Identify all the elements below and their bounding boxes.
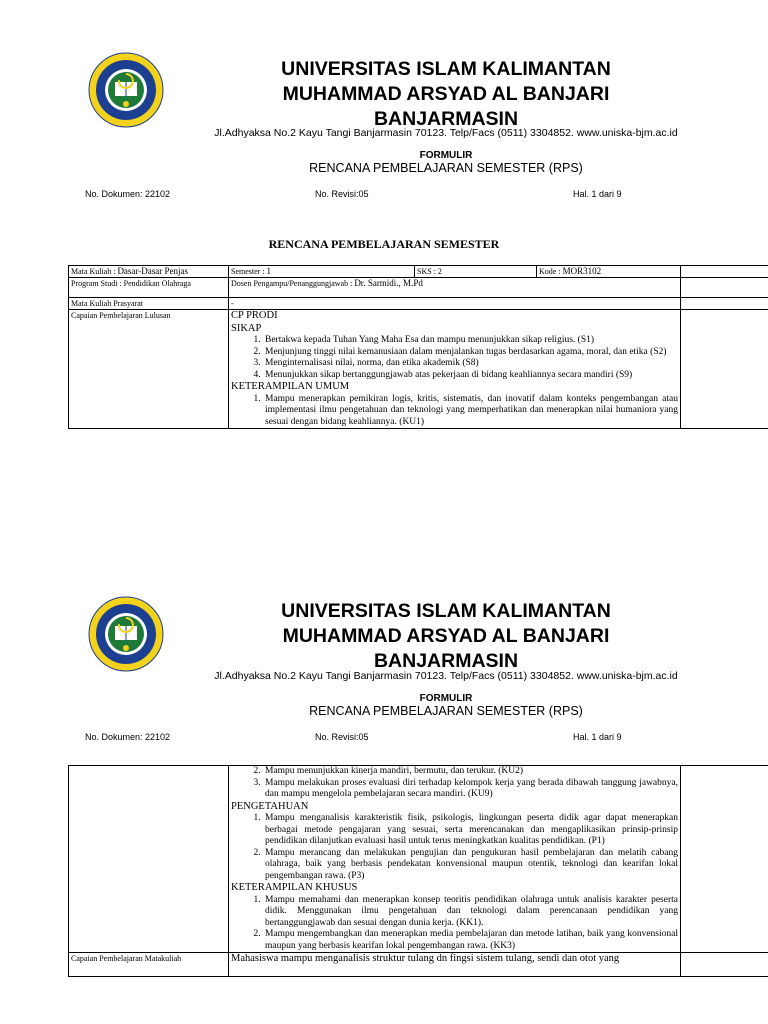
cpmk-label: Capaian Pembelajaran Matakuliah: [69, 953, 229, 977]
code-label: Kode :: [539, 267, 563, 276]
empty-cell: [681, 766, 768, 953]
course-name-cell: [69, 266, 229, 278]
list-item: 1. Mampu memahami dan menerapkan konsep teoritis pendidikan olahraga untuk analisis karakter peserta didik. Menggunakan ilmu pengetahuan dan teknologi dalam perencanaan pendidikan yang bertanggungjawab dan sesuai dengan dunia kerja. (KK1).: [263, 895, 678, 930]
form-title: RENCANA PEMBELAJARAN SEMESTER (RPS): [309, 704, 583, 718]
semester-value: 1: [266, 266, 272, 276]
university-name: [180, 57, 712, 132]
sks-label: SKS :: [417, 267, 438, 276]
revision-number: No. Revisi:05: [315, 732, 369, 742]
cpl-label: Capaian Pembelajaran Lulusan: [69, 310, 229, 429]
university-name-line3: BANJARMASIN: [373, 108, 519, 130]
university-address: Jl.Adhyaksa No.2 Kayu Tangi Banjarmasin 70123. Telp/Facs (0511) 3304852. www.uniska-bjm.ac.id: [214, 127, 678, 139]
list-item: 2. Menjunjung tinggi nilai kemanusiaan dalam menjalankan tugas berdasarkan agama, moral, dan etika (S2): [263, 347, 678, 359]
sikap-list: [263, 335, 678, 381]
keterampilan-umum-list: [263, 766, 678, 801]
university-seal-icon: [88, 596, 164, 672]
table-row: [69, 298, 768, 310]
code-cell: [537, 266, 681, 278]
cpmk-value: Mahasiswa mampu menganalisis struktur tulang dn fingsi sistem tulang, sendi dan otot yang: [229, 953, 681, 977]
list-item: 2. Mampu mengembangkan dan menerapkan media pembelajaran dan metode latihan, baik yang konvensional maupun yang berbasis kearifan lokal pengembangan rawa. (KK3): [263, 929, 678, 952]
semester-cell: [229, 266, 415, 278]
semester-label: Semester :: [231, 267, 267, 276]
document-number: No. Dokumen: 22102: [85, 732, 171, 742]
empty-cell: [681, 298, 768, 310]
document-number: No. Dokumen: 22102: [85, 189, 171, 199]
list-item: 3. Mampu melakukan proses evaluasi diri terhadap kelompok kerja yang berada dibawah tanggung jawabnya, dan mampu mengelola pembelajaran secara mandiri. (KU9): [263, 778, 678, 801]
keterampilan-khusus-list: [263, 895, 678, 953]
form-title: RENCANA PEMBELAJARAN SEMESTER (RPS): [309, 161, 583, 175]
pengetahuan-heading: PENGETAHUAN: [231, 800, 309, 812]
table-row: [69, 953, 768, 977]
lecturer-value: Dr. Sarmidi., M.Pd: [354, 278, 423, 288]
university-seal-icon: [88, 52, 164, 128]
page-number: Hal. 1 dari 9: [573, 732, 622, 742]
list-item: 1. Mampu menerapkan pemikiran logis, kritis, sistematis, dan inovatif dalam konteks pengembangan atau implementasi ilmu pengetahuan dan teknologi yang memperhatikan dan menerapkan nilai humaniora yang sesuai dengan bidang keahliannya. (KU1): [263, 394, 678, 429]
prerequisite-label: Mata Kuliah Prasyarat: [69, 298, 229, 310]
empty-cell: [681, 278, 768, 298]
program-cell: Program Studi : Pendidikan Olahraga: [69, 278, 229, 298]
revision-number: No. Revisi:05: [315, 189, 369, 199]
university-name-line1: UNIVERSITAS ISLAM KALIMANTAN: [281, 600, 611, 622]
empty-cell: [681, 310, 768, 429]
empty-cell: [69, 766, 229, 953]
table-row: [69, 278, 768, 298]
course-value: Dasar-Dasar Penjas: [117, 266, 188, 276]
table-row: [69, 766, 768, 953]
code-value: MOR3102: [562, 266, 602, 276]
cp-prodi-heading: CP PRODI: [231, 310, 278, 321]
lecturer-cell: [229, 278, 681, 298]
sks-value: 2: [437, 267, 442, 276]
university-name-line2: MUHAMMAD ARSYAD AL BANJARI: [282, 625, 610, 647]
document-title: RENCANA PEMBELAJARAN SEMESTER: [268, 237, 500, 251]
keterampilan-umum-heading: KETERAMPILAN UMUM: [231, 381, 350, 392]
sks-cell: [415, 266, 537, 278]
empty-cell: [681, 953, 768, 977]
form-label: FORMULIR: [419, 150, 473, 161]
keterampilan-khusus-heading: KETERAMPILAN KHUSUS: [231, 882, 358, 893]
keterampilan-umum-list: [263, 394, 678, 429]
university-name: [180, 599, 712, 674]
pengetahuan-list: [263, 813, 678, 882]
list-item: 1. Mampu menganalisis karakteristik fisik, psikologis, lingkungan peserta didik agar dapat menerapkan berbagai metode pengajaran yang sesuai, serta merencanakan dan mengaplikasikan prinsip-prinsip pendidikan dilanjutkan evaluasi hasil untuk terus meningkatkan kualitas pendidikan. (P1): [263, 813, 678, 848]
university-name-line1: UNIVERSITAS ISLAM KALIMANTAN: [281, 58, 611, 80]
list-item: 2. Mampu menunjukkan kinerja mandiri, bermutu, dan terukur. (KU2): [263, 766, 678, 778]
empty-cell: [681, 266, 768, 278]
rps-table-page2: [68, 765, 768, 977]
university-address: Jl.Adhyaksa No.2 Kayu Tangi Banjarmasin 70123. Telp/Facs (0511) 3304852. www.uniska-bjm.ac.id: [214, 670, 678, 682]
list-item: 1. Bertakwa kepada Tuhan Yang Maha Esa dan mampu menunjukkan sikap religius. (S1): [263, 335, 678, 347]
table-row: [69, 266, 768, 278]
rps-table-page1: [68, 265, 768, 429]
university-name-line3: BANJARMASIN: [373, 650, 519, 672]
cpl-content-continued: [229, 766, 681, 953]
form-label: FORMULIR: [419, 693, 473, 704]
table-row: [69, 310, 768, 429]
cpl-content: [229, 310, 681, 429]
list-item: 2. Mampu merancang dan melakukan pengujian dan pengukuran hasil pembelajaran dan melatih cabang olahraga, baik yang berbasis pendekatan konvensional maupun otentik, teknologi dan kearifan lokal pengembangan rawa. (P3): [263, 848, 678, 883]
lecturer-label: Dosen Pengampu/Penanggungjawab :: [231, 279, 355, 288]
list-item: 3. Menginternalisasi nilai, norma, dan etika akademik (S8): [263, 358, 678, 370]
list-item: 4. Menunjukkan sikap bertanggungjawab atas pekerjaan di bidang keahliannya secara mandiri (S9): [263, 370, 678, 382]
sikap-heading: SIKAP: [231, 322, 262, 334]
course-label: Mata Kuliah :: [71, 267, 118, 276]
page-number: Hal. 1 dari 9: [573, 189, 622, 199]
university-name-line2: MUHAMMAD ARSYAD AL BANJARI: [282, 83, 610, 105]
prerequisite-value: -: [229, 298, 681, 310]
